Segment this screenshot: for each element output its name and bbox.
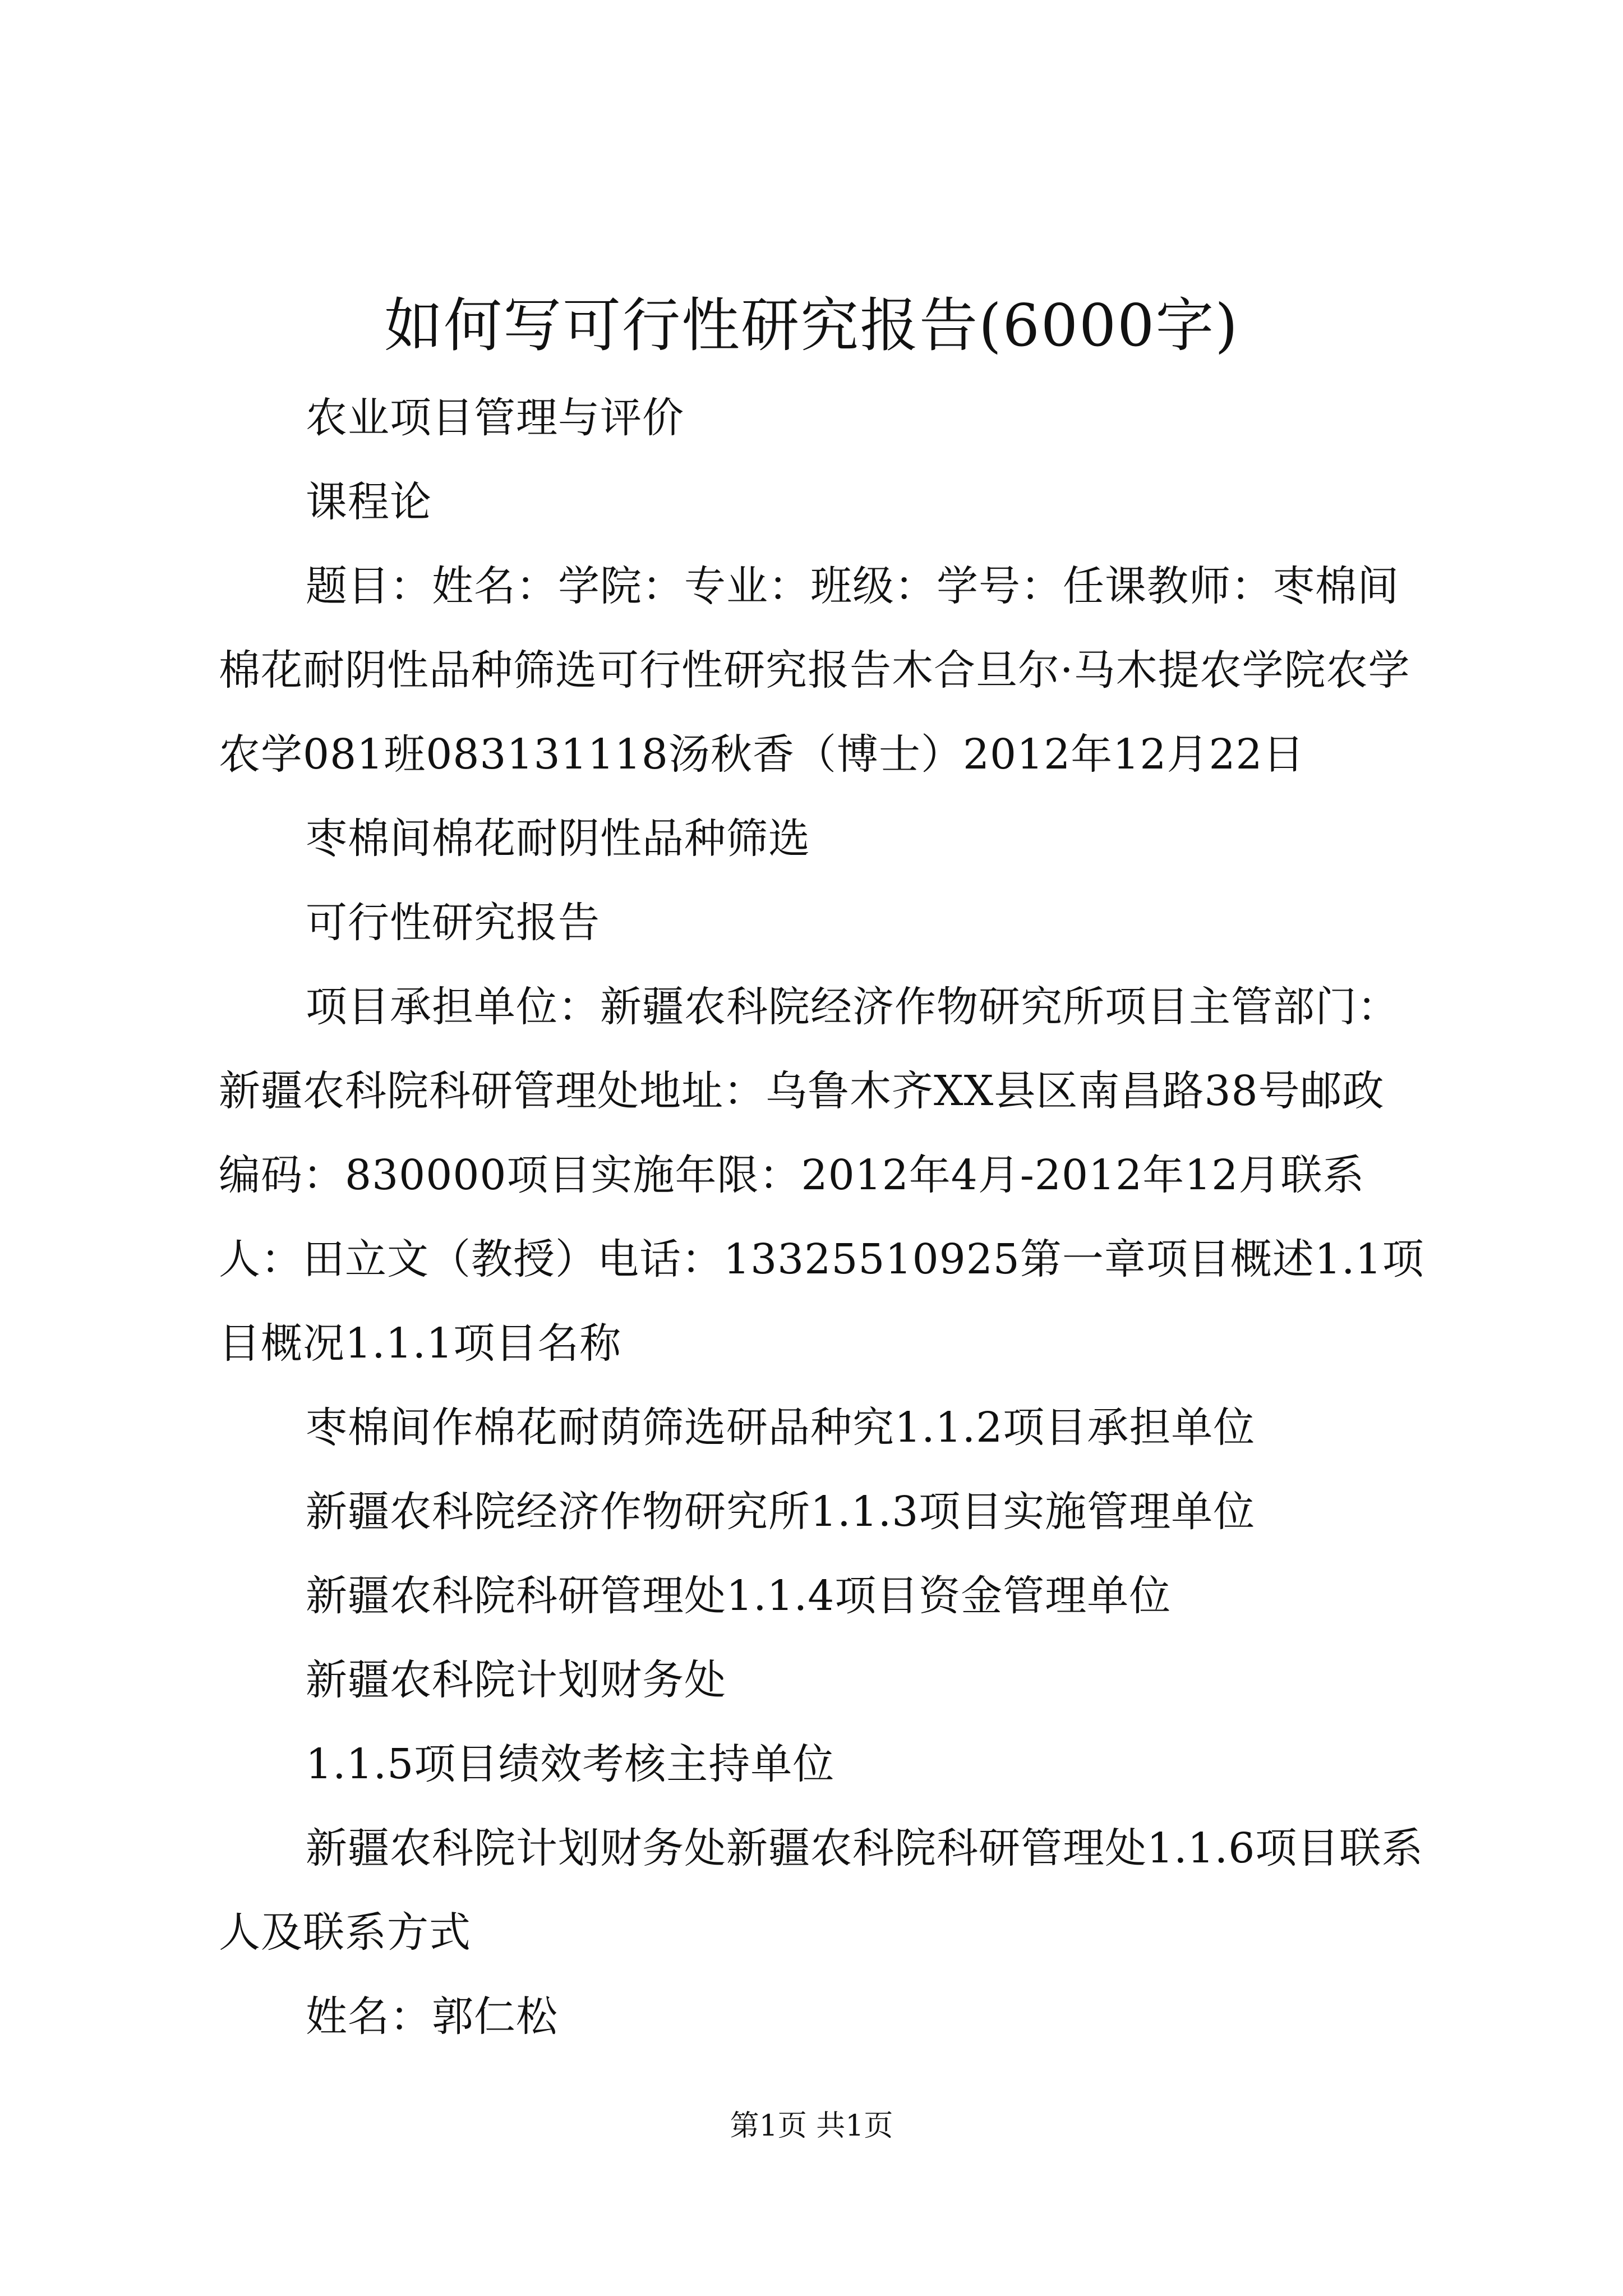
paragraph: 项目承担单位：新疆农科院经济作物研究所项目主管部门：新疆农科院科研管理处地址：乌鲁木齐XX县区南昌路38号邮政编码：830000项目实施年限：2012年4月-2012年12月联系人：田立文（教授）电话：13325510925第一章项目概述1.1项目概况1.1.1项目名称	[219, 983, 1424, 1368]
paragraph: 题目：姓名：学院：专业：班级：学号：任课教师：枣棉间棉花耐阴性品种筛选可行性研究报告木合旦尔·马木提农学院农学农学081班083131118汤秋香（博士）2012年12月22日	[219, 562, 1410, 779]
paragraph: 农业项目管理与评价	[306, 394, 684, 442]
paragraph: 姓名：郭仁松	[306, 1993, 558, 2041]
page-footer: 第1页 共1页	[730, 2109, 893, 2143]
paragraph: 1.1.5项目绩效考核主持单位	[306, 1740, 835, 1788]
paragraph: 新疆农科院计划财务处	[306, 1656, 726, 1704]
paragraph: 新疆农科院经济作物研究所1.1.3项目实施管理单位	[306, 1488, 1256, 1536]
paragraph: 可行性研究报告	[306, 899, 600, 947]
paragraph: 新疆农科院科研管理处1.1.4项目资金管理单位	[306, 1572, 1172, 1620]
document-title: 如何写可行性研究报告(6000字)	[384, 291, 1239, 360]
document-body	[219, 376, 1424, 2059]
paragraph: 枣棉间作棉花耐荫筛选研品种究1.1.2项目承担单位	[306, 1404, 1256, 1452]
paragraph: 新疆农科院计划财务处新疆农科院科研管理处1.1.6项目联系人及联系方式	[219, 1824, 1424, 1957]
paragraph: 课程论	[306, 478, 432, 526]
paragraph: 枣棉间棉花耐阴性品种筛选	[306, 815, 810, 863]
